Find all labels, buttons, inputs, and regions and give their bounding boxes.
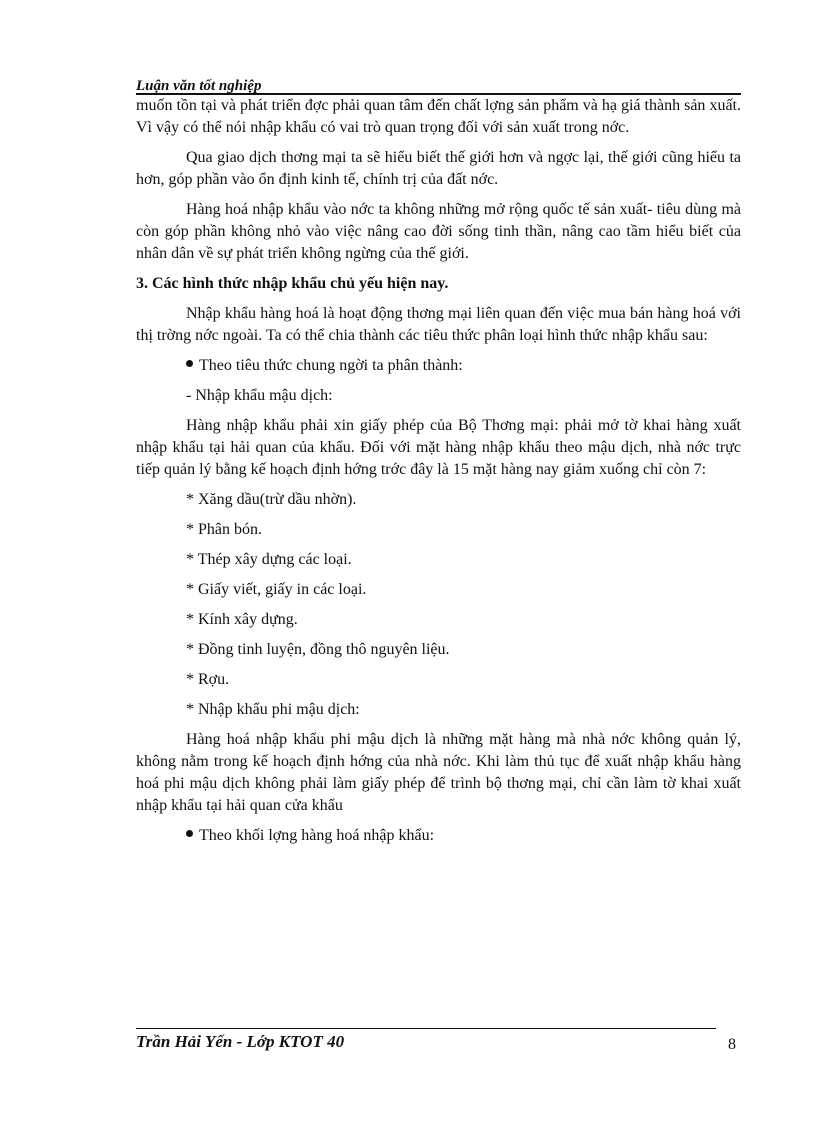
footer-author: Trần Hải Yến - Lớp KTOT 40 [136,1032,345,1051]
list-item: * Đồng tinh luyện, đồng thô nguyên liệu. [186,641,450,658]
sub-heading: - Nhập khẩu mậu dịch: [186,387,333,404]
bullet-text: Theo khối lợng hàng hoá nhập khẩu: [199,827,435,844]
page-number: 8 [728,1036,736,1053]
paragraph: Qua giao dịch thơng mại ta sẽ hiểu biết thế giới hơn và ngợc lại, thế giới cũng hiểu ta hơn, góp phần vào ổn định kinh tế, chính trị của đất nớc. [136,149,741,188]
paragraph: Nhập khẩu hàng hoá là hoạt động thơng mại liên quan đến việc mua bán hàng hoá với thị trờng nớc ngoài. Ta có thể chia thành các tiêu thức phân loại hình thức nhập khẩu sau: [136,305,741,344]
paragraph: Hàng nhập khẩu phải xin giấy phép của Bộ Thơng mại: phải mở tờ khai hàng xuất nhập khẩu tại hải quan của khẩu. Đối với mặt hàng nhập khẩu theo mậu dịch, nhà nớc trực tiếp quản lý bằng kế hoạch định hớng trớc đây là 15 mặt hàng nay giảm xuống chỉ còn 7: [136,417,741,478]
paragraph: muốn tồn tại và phát triển đợc phải quan tâm đến chất lợng sản phẩm và hạ giá thành sản xuất. Vì vậy có thể nói nhập khẩu có vai trò quan trọng đối với sản xuất trong nớc. [136,97,741,136]
list-item: * Rợu. [186,671,230,688]
paragraph: Hàng hoá nhập khẩu phi mậu dịch là những mặt hàng mà nhà nớc không quản lý, không nằm trong kế hoạch định hớng của nhà nớc. Khi làm thủ tục để xuất nhập khẩu hàng hoá phi mậu dịch không phải làm giấy phép để trình bộ thơng mại, chỉ cần làm tờ khai xuất nhập khẩu tại hải quan cửa khẩu [136,731,741,814]
paragraph: Hàng hoá nhập khẩu vào nớc ta không những mở rộng quốc tế sản xuất- tiêu dùng mà còn góp phần không nhỏ vào việc nâng cao đời sống tinh thần, nâng cao tầm hiểu biết của nhân dân về sự phát triển không ngừng của thế giới. [136,201,741,262]
list-item: * Giấy viết, giấy in các loại. [186,581,367,598]
bullet-icon [186,360,193,367]
header-title: Luận văn tốt nghiệp [136,78,262,94]
footer-rule [136,1028,716,1029]
bullet-icon [186,830,193,837]
page-header [136,78,741,96]
list-item: * Kính xây dựng. [186,611,298,628]
list-item: * Phân bón. [186,521,262,538]
list-item: * Thép xây dựng các loại. [186,551,352,568]
list-item: * Nhập khẩu phi mậu dịch: [186,701,360,718]
bullet-item [186,825,741,847]
bullet-text: Theo tiêu thức chung ngời ta phân thành: [199,357,463,374]
bullet-item [186,355,741,377]
section-heading: 3. Các hình thức nhập khẩu chủ yếu hiện nay. [136,275,449,292]
list-item: * Xăng dầu(trừ dầu nhờn). [186,491,357,508]
document-body [136,95,741,855]
